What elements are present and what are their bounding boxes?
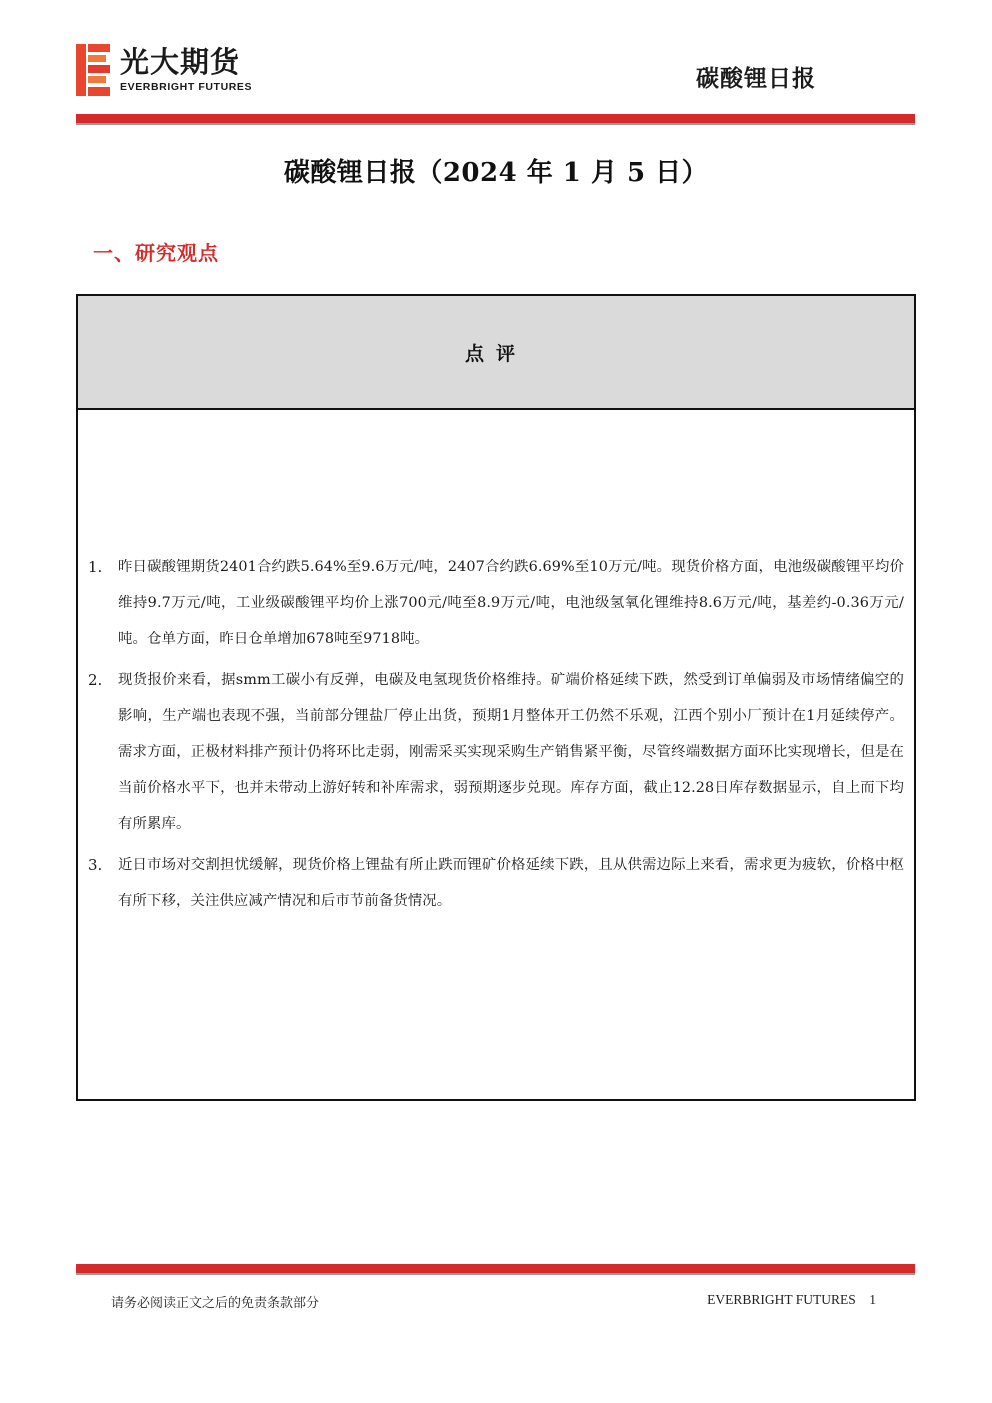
list-item-number: 3. bbox=[88, 855, 103, 874]
logo-english-name: EVERBRIGHT FUTURES bbox=[120, 81, 253, 93]
footer-company: EVERBRIGHT FUTURES bbox=[707, 1292, 856, 1307]
everbright-logo-icon bbox=[76, 44, 110, 96]
commentary-box bbox=[76, 294, 916, 1101]
page-number: 1 bbox=[869, 1292, 876, 1307]
commentary-box-header bbox=[78, 296, 914, 410]
list-item-number: 2. bbox=[88, 670, 103, 689]
company-logo bbox=[76, 40, 336, 100]
header-divider bbox=[76, 114, 915, 123]
list-item-text: 现货报价来看，据smm工碳小有反弹，电碳及电氢现货价格维持。矿端价格延续下跌，然受到订单偏弱及市场情绪偏空的影响，生产端也表现不强，当前部分锂盐厂停止出货，预期1月整体开工仍然不乐观，江西个别小厂预计在1月延续停产。需求方面，正极材料排产预计仍将环比走弱，刚需采买实现采购生产销售紧平衡，尽管终端数据方面环比实现增长，但是在当前价格水平下，也并未带动上游好转和补库需求，弱预期逐步兑现。库存方面，截止12.28日库存数据显示，自上而下均有所累库。 bbox=[118, 671, 904, 833]
footer-company-page bbox=[707, 1292, 876, 1308]
footer-divider bbox=[76, 1264, 915, 1273]
logo-chinese-name: 光大期货 bbox=[120, 45, 241, 79]
list-item-text: 近日市场对交割担忧缓解，现货价格上锂盐有所止跌而锂矿价格延续下跌，且从供需边际上来看，需求更为疲软，价格中枢有所下移，关注供应减产情况和后市节前备货情况。 bbox=[118, 856, 904, 909]
list-item bbox=[78, 662, 914, 843]
list-item bbox=[78, 847, 914, 919]
list-item bbox=[78, 549, 914, 658]
list-item-number: 1. bbox=[88, 558, 103, 576]
footer-disclaimer: 请务必阅读正文之后的免责条款部分 bbox=[111, 1296, 320, 1311]
commentary-box-title: 点评 bbox=[464, 342, 527, 365]
document-title: 碳酸锂日报（2024 年 1 月 5 日） bbox=[283, 158, 709, 188]
commentary-list bbox=[78, 549, 914, 919]
list-item-text: 昨日碳酸锂期货2401合约跌5.64%至9.6万元/吨，2407合约跌6.69%至10万元/吨。现货价格方面，电池级碳酸锂平均价维持9.7万元/吨，工业级碳酸锂平均价上涨700元/吨至8.9万元/吨，电池级氢氧化锂维持8.6万元/吨，基差约-0.36万元/吨。仓单方面，昨日仓单增加678吨至9718吨。 bbox=[118, 559, 904, 648]
report-name: 碳酸锂日报 bbox=[696, 66, 816, 92]
section-heading: 一、研究观点 bbox=[93, 241, 219, 265]
